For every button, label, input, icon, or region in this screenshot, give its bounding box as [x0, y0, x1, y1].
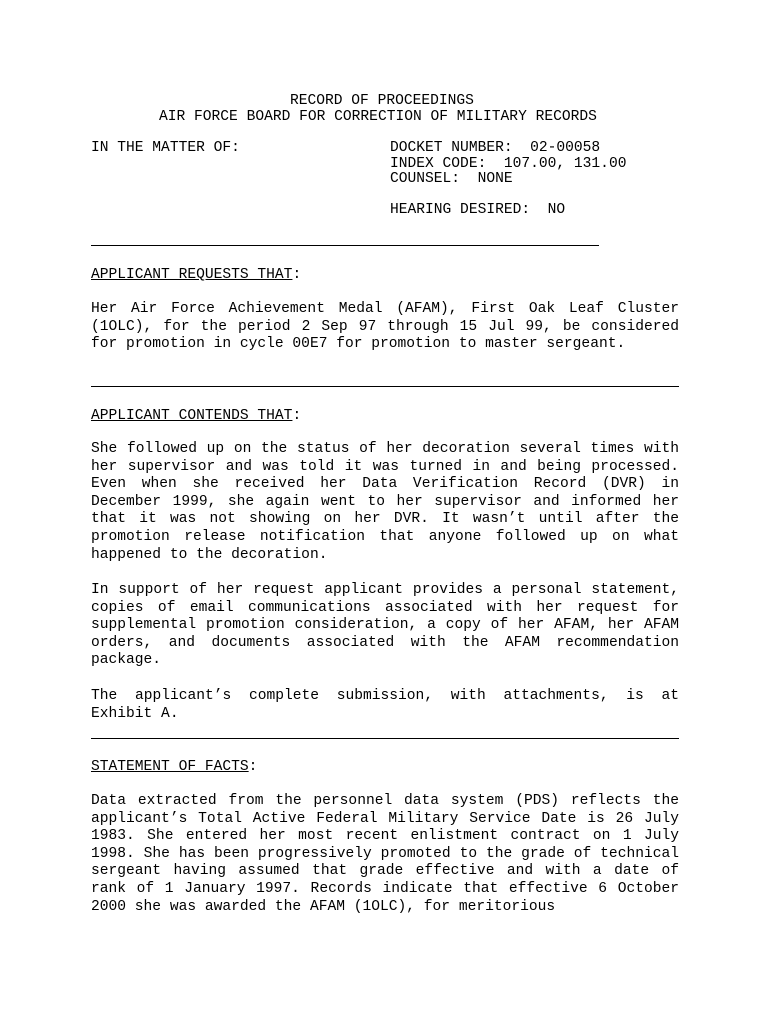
docket-number: DOCKET NUMBER: 02-00058 — [390, 140, 601, 156]
requests-heading: APPLICANT REQUESTS THAT: — [91, 267, 302, 283]
contends-paragraph-3: The applicant’s complete submission, with attachments, is at Exhibit A. — [91, 688, 679, 722]
matter-label: IN THE MATTER OF: — [91, 140, 240, 156]
title-line-1: RECORD OF PROCEEDINGS — [290, 93, 474, 109]
counsel: COUNSEL: NONE — [390, 171, 513, 187]
requests-heading-text: APPLICANT REQUESTS THAT — [91, 267, 293, 283]
hearing-desired: HEARING DESIRED: NO — [390, 202, 566, 218]
requests-paragraph: Her Air Force Achievement Medal (AFAM), First Oak Leaf Cluster (1OLC), for the period 2 Sep 97 through 15 Jul 99, be considered for promotion in cycle 00E7 for promotion to master sergeant. — [91, 301, 679, 353]
contends-paragraph-1: She followed up on the status of her decoration several times with her supervisor and was told it was turned in and being processed. Even when she received her Data Verification Record (DVR) in December 1999, she again went to her supervisor and informed her that it was not showing on her DVR. It wasn’t until after the promotion release notification that anyone followed up on what happened to the decoration. — [91, 441, 679, 563]
facts-heading-text: STATEMENT OF FACTS — [91, 759, 249, 775]
contends-paragraph-2: In support of her request applicant provides a personal statement, copies of email communications associated with her request for supplemental promotion consideration, a copy of her AFAM, her AFAM orders, and documents associated with the AFAM recommendation package. — [91, 582, 679, 669]
contends-heading: APPLICANT CONTENDS THAT: — [91, 408, 302, 424]
title-line-2: AIR FORCE BOARD FOR CORRECTION OF MILITARY RECORDS — [159, 109, 597, 125]
facts-paragraph: Data extracted from the personnel data system (PDS) reflects the applicant’s Total Active Federal Military Service Date is 26 July 1983. She entered her most recent enlistment contract on 1 July 1998. She has been progressively promoted to the grade of technical sergeant having assumed that grade effective and with a date of rank of 1 January 1997. Records indicate that effective 6 October 2000 she was awarded the AFAM (1OLC), for meritorious — [91, 793, 679, 915]
facts-heading: STATEMENT OF FACTS: — [91, 759, 258, 775]
contends-heading-text: APPLICANT CONTENDS THAT — [91, 408, 293, 424]
divider-2 — [91, 738, 679, 739]
index-code: INDEX CODE: 107.00, 131.00 — [390, 156, 627, 172]
divider-1 — [91, 386, 679, 387]
header-divider — [91, 245, 599, 246]
